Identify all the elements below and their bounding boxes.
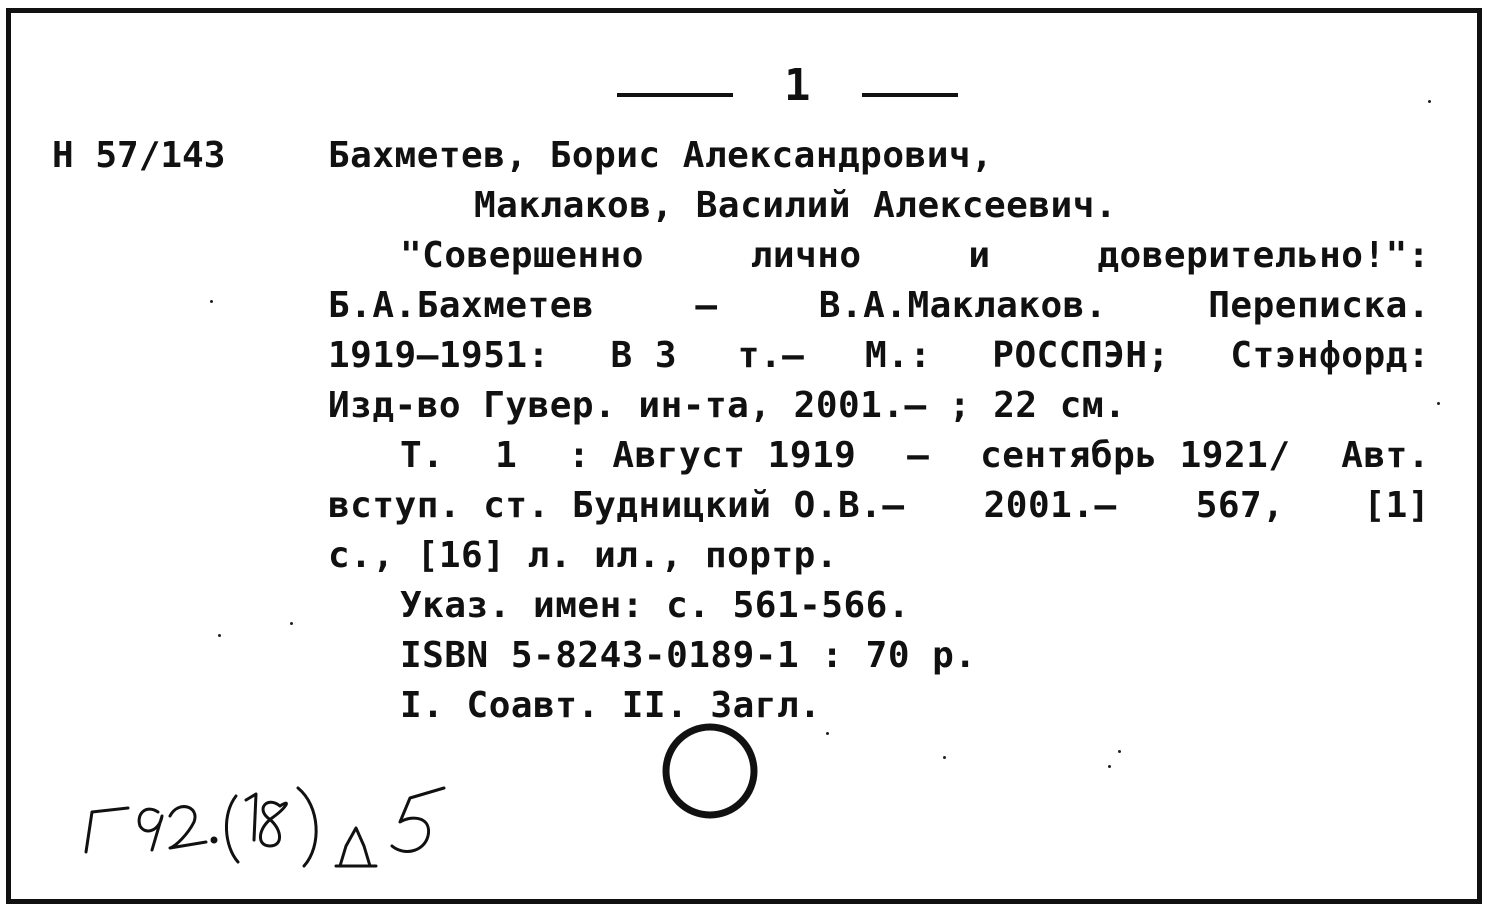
speck [218, 634, 221, 637]
volume-word: 1 [495, 435, 518, 476]
volume-word: Т. [400, 435, 445, 476]
volume-word: 2001.– [983, 485, 1117, 526]
title-word: М.: [865, 335, 932, 376]
speck [826, 732, 829, 735]
shelf-mark: Н 57/143 [52, 135, 226, 176]
speck [943, 756, 946, 759]
page-number: 1 [784, 60, 811, 111]
title-word: – [695, 285, 718, 326]
title-word: В.А.Маклаков. [818, 285, 1108, 326]
isbn-line: ISBN 5-8243-0189-1 : 70 р. [400, 635, 977, 676]
title-word: лично [750, 235, 862, 276]
imprint-line: Изд-во Гувер. ин-та, 2001.– ; 22 см. [328, 385, 1127, 426]
speck [290, 622, 293, 625]
speck [1428, 100, 1431, 103]
volume-word: 567, [1195, 485, 1285, 526]
speck [1437, 402, 1440, 405]
title-word: В 3 [610, 335, 678, 376]
speck [210, 300, 213, 303]
title-word: 1919–1951: [328, 335, 550, 376]
volume-word: сентябрь 1921/ [980, 435, 1291, 476]
title-word: т.– [737, 335, 805, 376]
punch-hole-icon [666, 727, 754, 815]
tracings-line: I. Соавт. II. Загл. [400, 685, 822, 726]
author-line: Бахметев, Борис Александрович, [328, 135, 994, 176]
speck [1108, 765, 1111, 768]
title-word: Стэнфорд: [1230, 335, 1430, 376]
title-word: и [968, 235, 991, 276]
title-word: Б.А.Бахметев [328, 285, 595, 326]
volume-word: : Август 1919 [568, 435, 857, 476]
handwritten-call-number [86, 788, 444, 866]
title-word: доверительно!": [1097, 235, 1430, 276]
volume-word: – [907, 435, 930, 476]
volume-word: вступ. ст. Будницкий О.В.– [328, 485, 905, 526]
speck [1118, 750, 1121, 753]
volume-word: Авт. [1341, 435, 1430, 476]
title-word: РОССПЭН; [992, 335, 1170, 376]
title-word: "Совершенно [400, 235, 644, 276]
volume-word: [1] [1363, 485, 1430, 526]
coauthor-line: Маклаков, Василий Алексеевич. [474, 185, 1118, 226]
title-word: Переписка. [1208, 285, 1430, 326]
index-note: Указ. имен: с. 561-566. [400, 585, 910, 626]
volume-line-3: с., [16] л. ил., портр. [328, 535, 838, 576]
